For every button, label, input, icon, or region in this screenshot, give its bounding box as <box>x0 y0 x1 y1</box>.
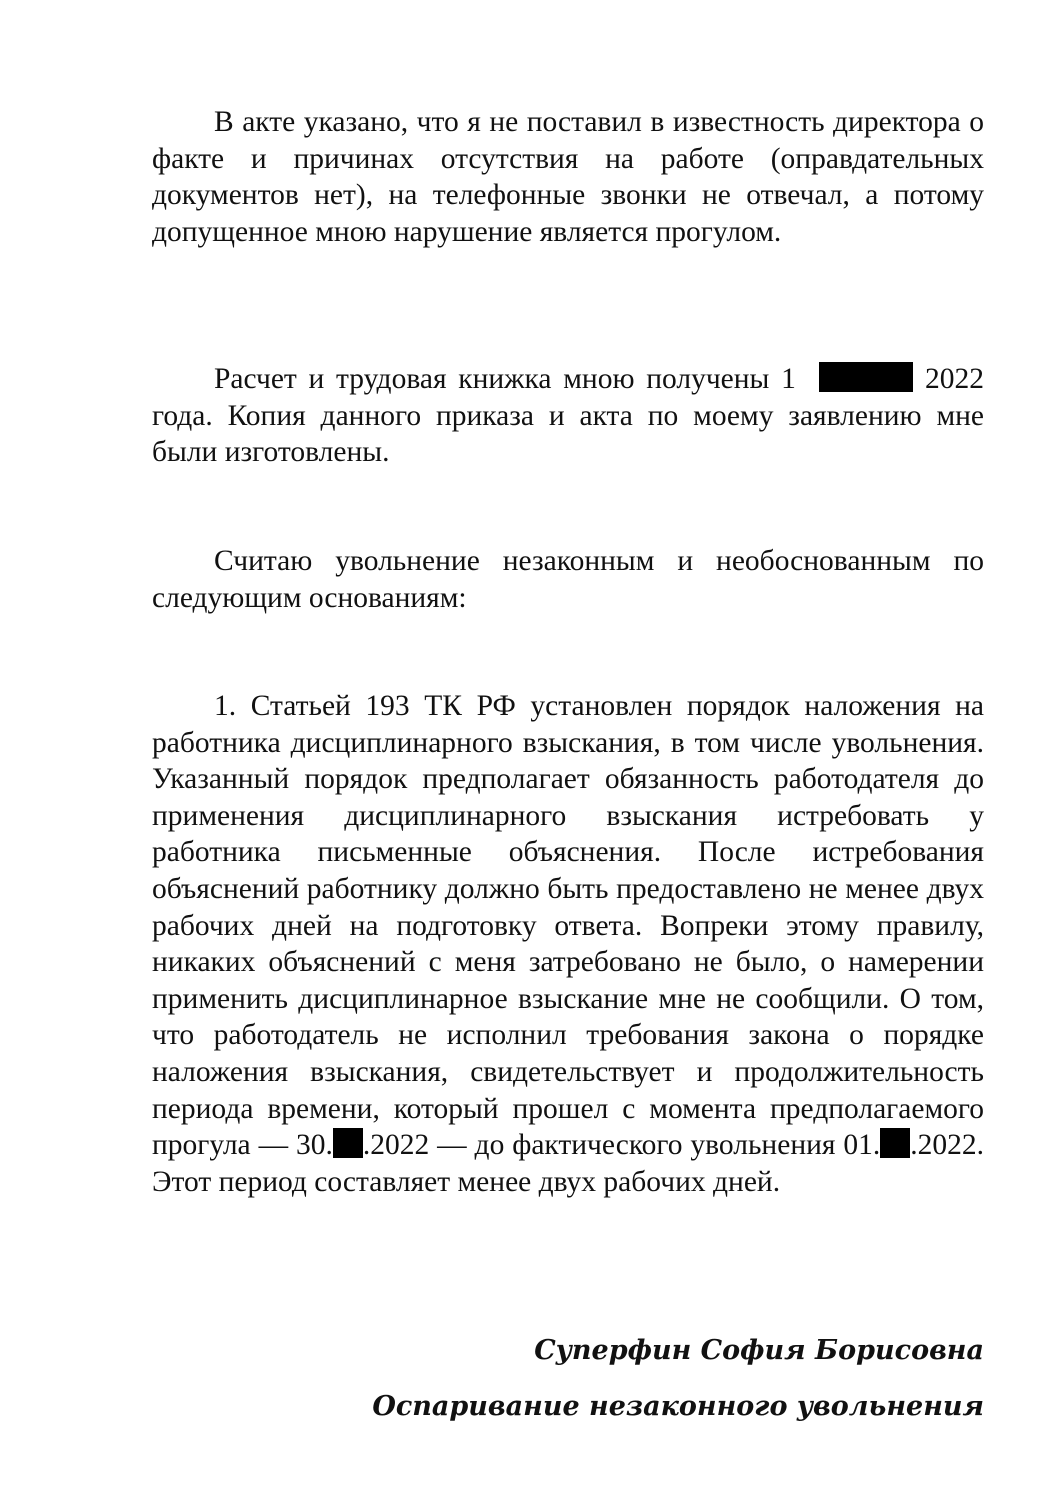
redaction-block <box>819 362 913 392</box>
settlement-text-start: Расчет и трудовая книжка мною получены 1 <box>214 363 796 395</box>
article-text-part1: 1. Статьей 193 ТК РФ установлен порядок наложения на работника дисциплинарного взыскания, в том числе увольнения. Указанный порядок предполагает обязанность работодателя до применения дисциплинарного взыскания истребовать у работника письменные объяснения. После истребования объяснений работнику должно быть предоставлено не менее двух рабочих дней на подготовку ответа. Вопреки этому правилу, никаких объяснений с меня затребовано не было, о намерении применить дисциплинарное взыскание мне не сообщили. О том, что работодатель не исполнил требования закона о порядке наложения взыскания, свидетельствует и продолжительность периода времени, который прошел с момента предполагаемого прогула — 30. <box>152 690 984 1162</box>
article-text-part3: .2022. Этот период составляет менее двух рабочих дней. <box>152 1129 984 1198</box>
paragraph-settlement <box>152 361 984 471</box>
paragraph-act-statement: В акте указано, что я не поставил в известность директора о факте и причинах отсутствия на работе (оправдательных документов нет), на телефонные звонки не отвечал, а потому допущенное мною нарушение является прогулом. <box>152 106 984 248</box>
article-text-part2: .2022 — до фактического увольнения 01. <box>362 1129 881 1162</box>
paragraph-article-193 <box>152 688 984 1200</box>
redaction-block <box>333 1128 363 1158</box>
signature-author: Суперфин София Борисовна <box>534 1335 984 1366</box>
settlement-text-end: 2022 года. Копия данного приказа и акта по моему заявлению мне были изготовлены. <box>152 363 985 469</box>
redaction-block <box>880 1128 910 1158</box>
signature-subject: Оспаривание незаконного увольнения <box>372 1391 984 1422</box>
paragraph-dismissal-unlawful: Считаю увольнение незаконным и необоснованным по следующим основаниям: <box>152 545 984 614</box>
